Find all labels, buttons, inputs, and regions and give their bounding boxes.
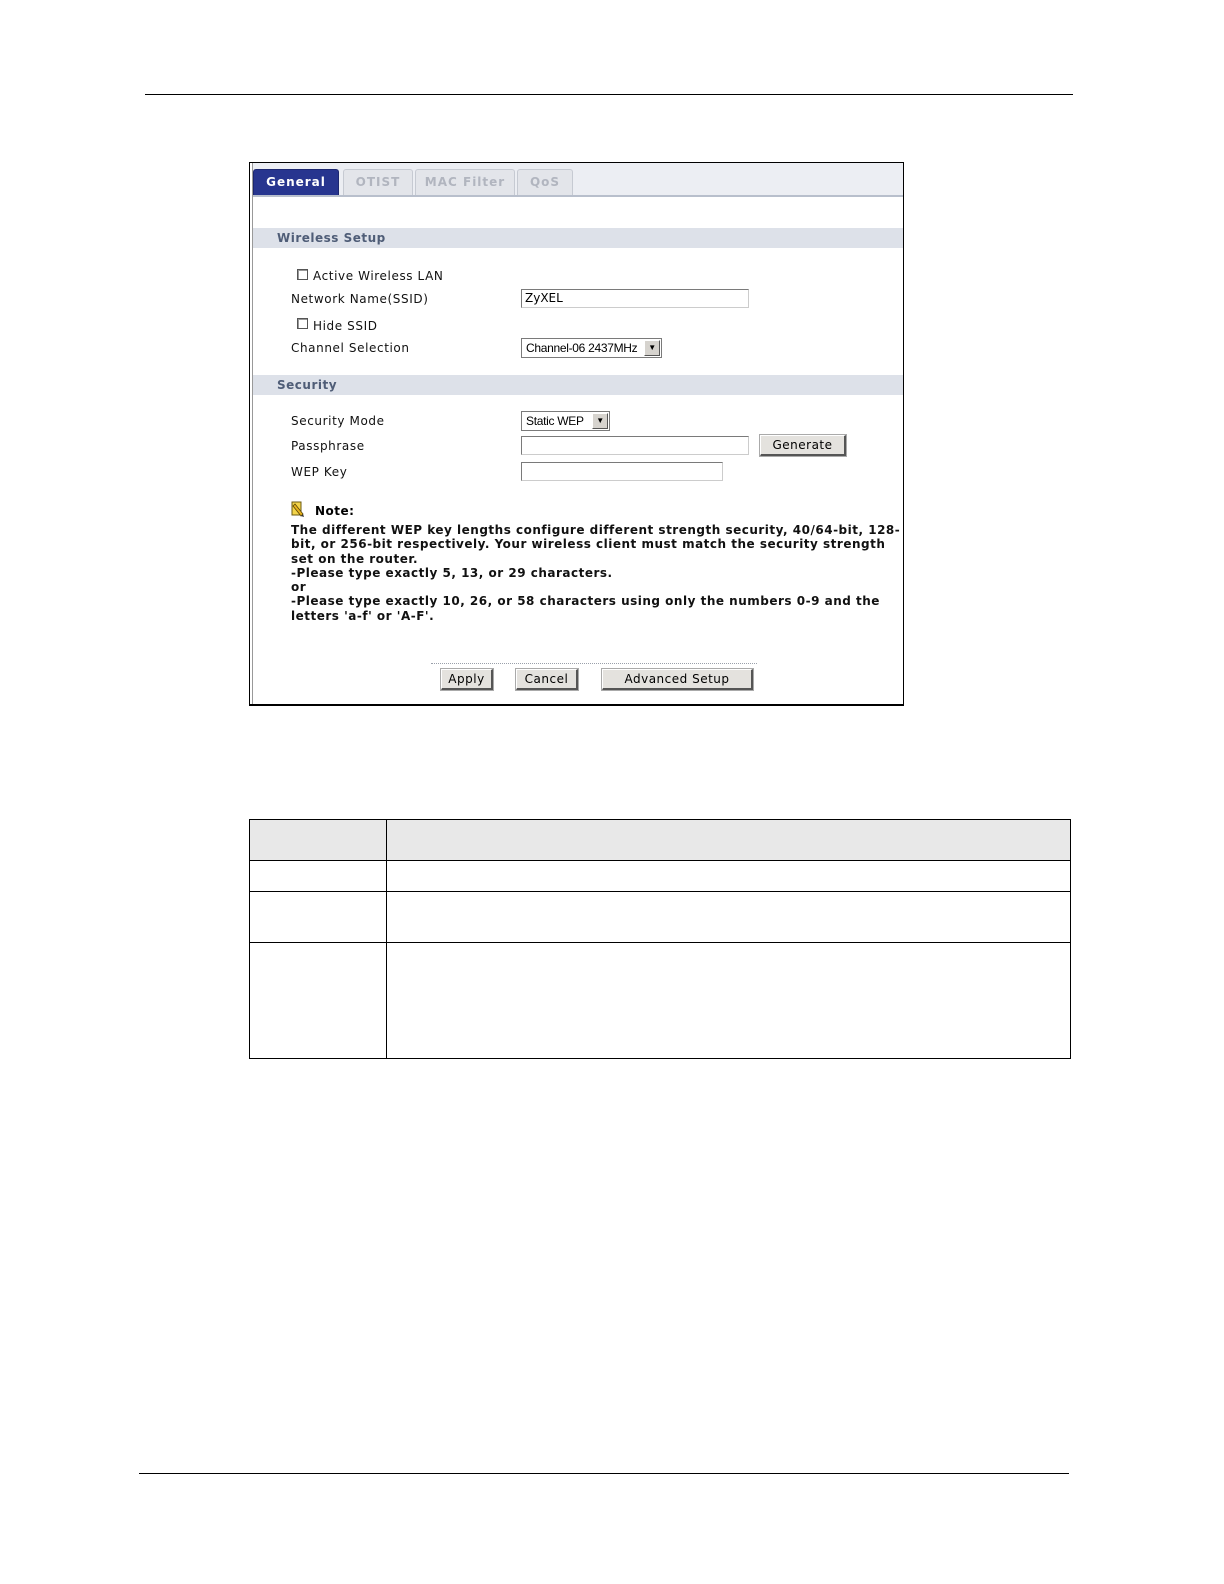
tab-qos[interactable]: QoS xyxy=(517,169,573,195)
note-line: bit, or 256-bit respectively. Your wireless client must match the security strength xyxy=(291,537,886,552)
ssid-input[interactable]: ZyXEL xyxy=(521,289,749,308)
generate-button[interactable]: Generate xyxy=(760,435,846,456)
note-title: Note: xyxy=(315,504,355,518)
security-mode-select[interactable] xyxy=(521,411,610,431)
note-line: letters 'a-f' or 'A-F'. xyxy=(291,608,435,623)
table-column-divider xyxy=(386,820,387,1058)
note-line: -Please type exactly 5, 13, or 29 characters. xyxy=(291,565,613,580)
page-footer-rule xyxy=(139,1473,1069,1474)
chevron-down-icon[interactable]: ▼ xyxy=(644,340,660,356)
active-wireless-lan-label: Active Wireless LAN xyxy=(313,269,444,283)
field-description-table xyxy=(249,819,1071,1059)
tab-bar xyxy=(253,163,903,197)
ssid-label: Network Name(SSID) xyxy=(291,292,429,306)
apply-button[interactable]: Apply xyxy=(441,669,493,690)
hide-ssid-label: Hide SSID xyxy=(313,319,378,333)
wep-key-label: WEP Key xyxy=(291,465,348,479)
table-row-divider xyxy=(250,891,1070,892)
security-header: Security xyxy=(253,375,903,395)
note-line: The different WEP key lengths configure different strength security, 40/64-bit, 128- xyxy=(291,523,901,537)
tab-general[interactable]: General xyxy=(253,169,339,195)
note-pencil-icon xyxy=(291,501,305,517)
cancel-button[interactable]: Cancel xyxy=(516,669,578,690)
channel-selection-label: Channel Selection xyxy=(291,341,410,355)
tab-otist[interactable]: OTIST xyxy=(343,169,413,195)
chevron-down-icon[interactable]: ▼ xyxy=(592,413,608,429)
button-divider xyxy=(431,663,757,664)
wep-key-input[interactable] xyxy=(521,462,723,481)
table-header-row xyxy=(250,820,1070,861)
note-body xyxy=(291,523,904,623)
tab-mac-filter[interactable]: MAC Filter xyxy=(415,169,515,195)
channel-select[interactable] xyxy=(521,338,662,358)
advanced-setup-button[interactable]: Advanced Setup xyxy=(602,669,753,690)
security-mode-label: Security Mode xyxy=(291,414,385,428)
wireless-general-screen xyxy=(249,162,904,706)
hide-ssid-checkbox[interactable] xyxy=(297,318,308,329)
wireless-setup-header: Wireless Setup xyxy=(253,228,903,248)
note-line: set on the router. xyxy=(291,551,419,566)
channel-select-value: Channel-06 2437MHz xyxy=(526,341,638,355)
security-mode-value: Static WEP xyxy=(526,414,584,428)
table-row-divider xyxy=(250,942,1070,943)
note-line: or xyxy=(291,580,307,595)
note-line: -Please type exactly 10, 26, or 58 characters using only the numbers 0-9 and the xyxy=(291,594,880,609)
page-header-rule xyxy=(145,94,1073,95)
active-wireless-lan-checkbox[interactable] xyxy=(297,269,308,280)
passphrase-label: Passphrase xyxy=(291,439,365,453)
passphrase-input[interactable] xyxy=(521,436,749,455)
